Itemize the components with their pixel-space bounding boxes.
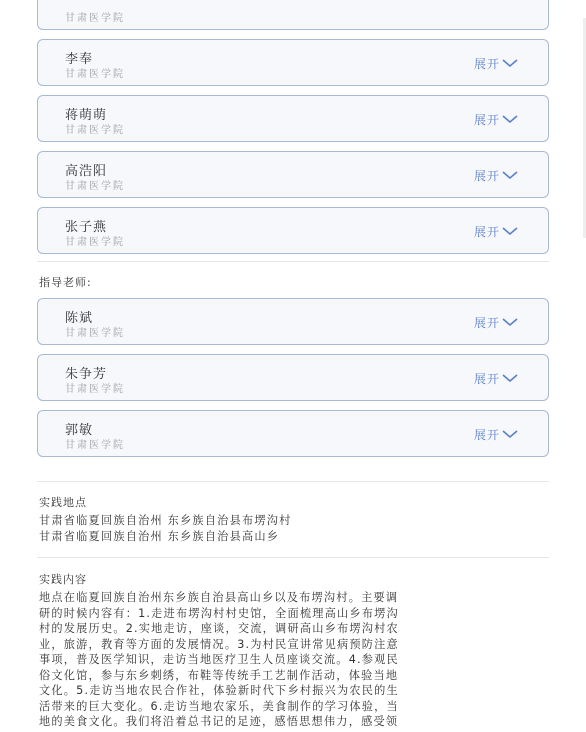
member-list [37, 0, 549, 263]
content-line: 活带来的巨大变化。6.走访当地农家乐，美食制作的学习体验，当 [39, 699, 399, 713]
content-line: 研的时候内容有：1.走进布塄沟村村史馆，全面梳理高山乡布塄沟 [39, 606, 399, 620]
content-label: 实践内容 [39, 573, 87, 586]
member-org: 甘肃医学院 [65, 13, 125, 24]
content-line: 俗文化馆，参与东乡刺绣，布鞋等传统手工艺制作活动，体验当地 [39, 668, 399, 682]
content-body [39, 590, 549, 730]
advisor-org: 甘肃医学院 [65, 440, 125, 451]
advisor-list [37, 298, 549, 466]
member-org: 甘肃医学院 [65, 237, 125, 248]
member-card[interactable] [37, 0, 549, 30]
expand-button[interactable]: 展开 [473, 428, 500, 442]
member-card[interactable] [37, 151, 549, 198]
advisor-org: 甘肃医学院 [65, 384, 125, 395]
expand-button[interactable]: 展开 [473, 372, 500, 386]
chevron-down-icon[interactable] [502, 373, 518, 383]
content-line: 村的发展历史。2.实地走访，座谈，交流，调研高山乡布塄沟村农 [39, 622, 399, 635]
chevron-down-icon[interactable] [502, 114, 518, 124]
expand-button[interactable]: 展开 [473, 316, 500, 330]
advisor-card[interactable] [37, 354, 549, 401]
content-line: 地点在临夏回族自治州东乡族自治县高山乡以及布塄沟村。主要调 [39, 591, 399, 604]
divider [37, 557, 549, 558]
member-name: 高浩阳 [65, 164, 108, 179]
advisor-name: 朱争芳 [65, 367, 108, 382]
expand-button[interactable]: 展开 [473, 225, 500, 239]
expand-button[interactable]: 展开 [473, 113, 500, 127]
location-label: 实践地点 [39, 496, 87, 509]
chevron-down-icon[interactable] [502, 170, 518, 180]
advisor-card[interactable] [37, 410, 549, 457]
expand-button[interactable]: 展开 [473, 169, 500, 183]
chevron-down-icon[interactable] [502, 58, 518, 68]
content-line: 业，旅游，教育等方面的发展情况。3.为村民宣讲常见病预防注意 [39, 637, 399, 651]
chevron-down-icon[interactable] [502, 226, 518, 236]
divider [37, 261, 549, 262]
advisor-name: 陈斌 [65, 311, 94, 326]
member-name: 张子燕 [65, 220, 108, 235]
location-line: 甘肃省临夏回族自治州 东乡族自治县布塄沟村 [39, 514, 292, 527]
advisor-org: 甘肃医学院 [65, 328, 125, 339]
content-line: 地的美食文化。我们将沿着总书记的足迹，感悟思想伟力，感受领 [39, 715, 399, 728]
member-org: 甘肃医学院 [65, 125, 125, 136]
chevron-down-icon[interactable] [502, 317, 518, 327]
member-card[interactable] [37, 207, 549, 254]
content-line: 事项，普及医学知识，走访当地医疗卫生人员座谈交流。4.参观民 [39, 653, 399, 666]
member-org: 甘肃医学院 [65, 69, 125, 80]
member-name: 李奉 [65, 52, 94, 67]
advisor-card[interactable] [37, 298, 549, 345]
advisor-label: 指导老师: [39, 276, 92, 289]
member-card[interactable] [37, 39, 549, 86]
expand-button[interactable]: 展开 [473, 57, 500, 71]
chevron-down-icon[interactable] [502, 429, 518, 439]
member-card[interactable] [37, 95, 549, 142]
content-line: 文化。5.走访当地农民合作社，体验新时代下乡村振兴为农民的生 [39, 684, 399, 697]
member-name: 蒋萌萌 [65, 108, 108, 123]
advisor-name: 郭敏 [65, 423, 94, 438]
divider [37, 481, 549, 482]
location-line: 甘肃省临夏回族自治州 东乡族自治县高山乡 [39, 530, 280, 543]
member-org: 甘肃医学院 [65, 181, 125, 192]
